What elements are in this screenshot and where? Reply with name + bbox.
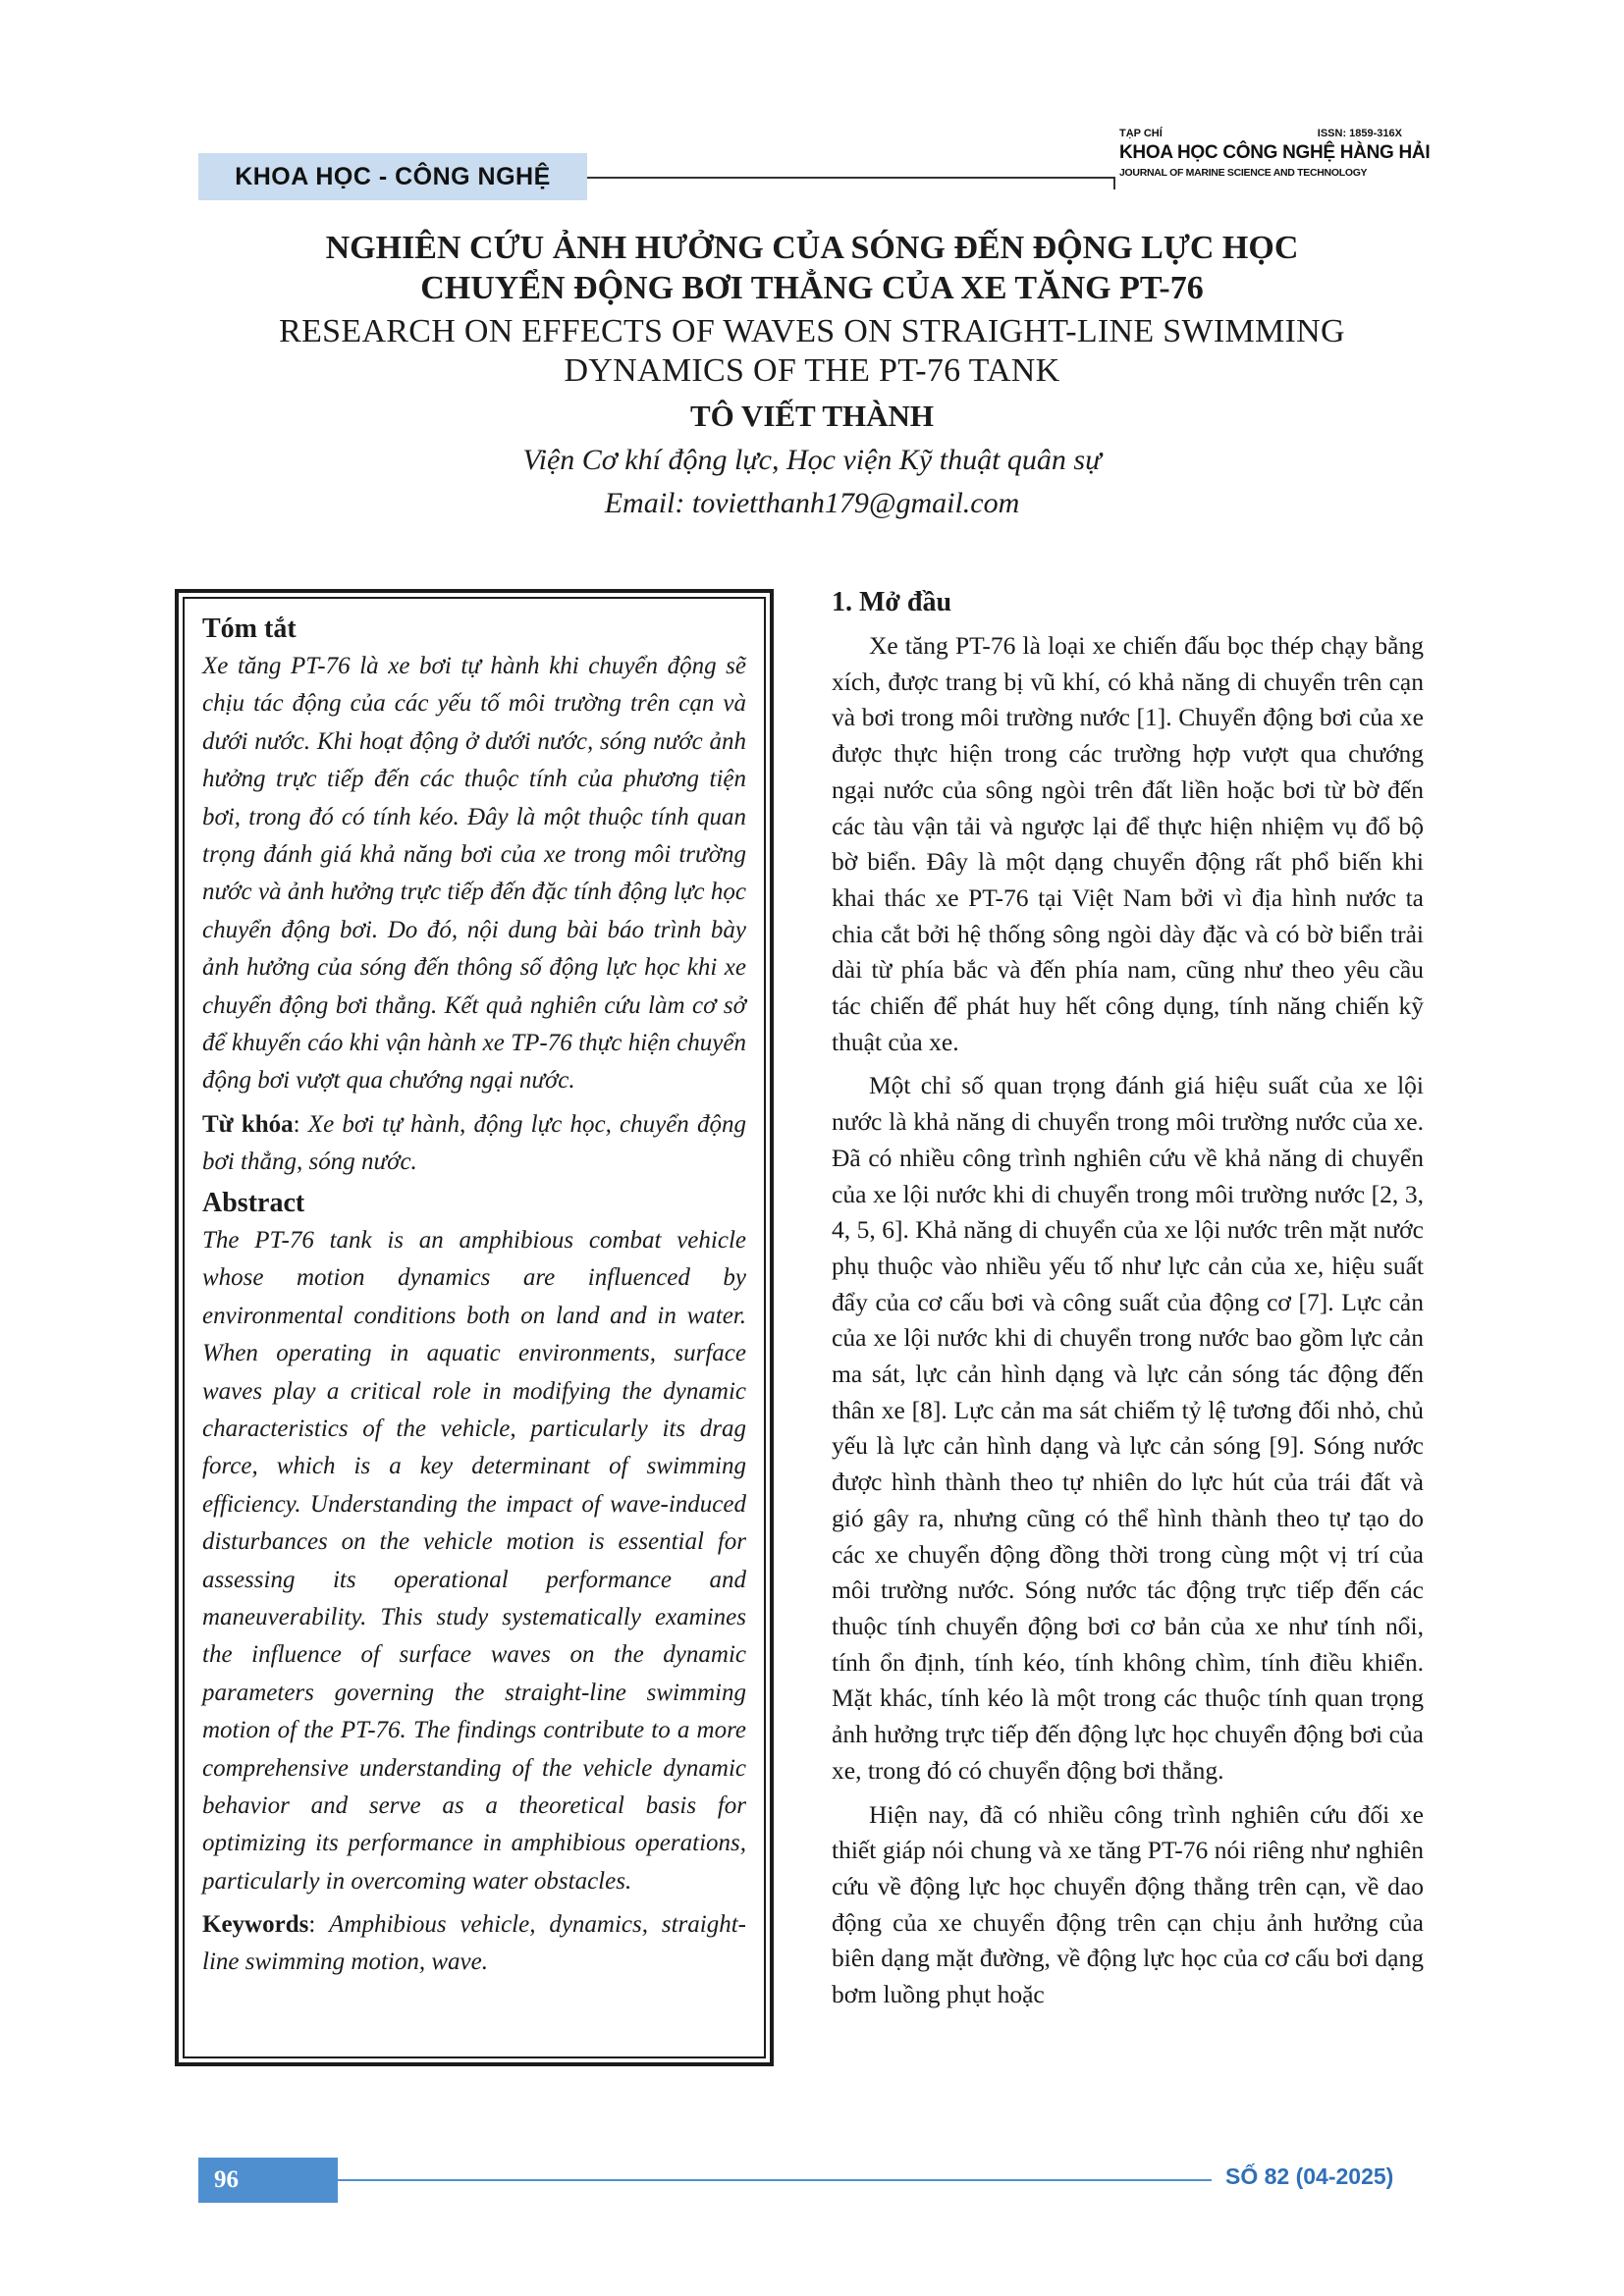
keywords-vn-label: Từ khóa — [202, 1110, 294, 1138]
journal-label: TẠP CHÍ — [1119, 128, 1163, 139]
keywords-en-text: Amphibious vehicle, dynamics, straight-line swimming motion, wave. — [202, 1911, 746, 1976]
abstract-en-text: The PT-76 tank is an amphibious combat vehicle whose motion dynamics are influenced by environmental conditions both on land and in water. When operating in aquatic environments, surface waves play a critical role in modifying the dynamic characteristics of the vehicle, particularly its drag force, which is a key determinant of swimming efficiency. Understanding the impact of wave-induced disturbances on the vehicle motion is essential for assessing its operational performance and maneuverability. This study systematically examines the influence of surface waves on the dynamic parameters governing the straight-line swimming motion of the PT-76. The findings contribute to a more comprehensive understanding of the vehicle dynamic behavior and serve as a theoretical basis for optimizing its performance in amphibious operations, particularly in overcoming water obstacles. — [202, 1226, 746, 1895]
keywords-en-label: Keywords — [202, 1911, 309, 1939]
abstract-vn-text: Xe tăng PT-76 là xe bơi tự hành khi chuyển động sẽ chịu tác động của các yếu tố môi trường trên cạn và dưới nước. Khi hoạt động ở dưới nước, sóng nước ảnh hưởng trực tiếp đến các thuộc tính của phương tiện bơi, trong đó có tính kéo. Đây là một thuộc tính quan trọng đánh giá khả năng bơi của xe trong môi trường nước và ảnh hưởng trực tiếp đến đặc tính động lực học chuyển động bơi. Do đó, nội dung bài báo trình bày ảnh hưởng của sóng đến thông số động lực học khi xe chuyển động bơi thẳng. Kết quả nghiên cứu làm cơ sở để khuyến cáo khi vận hành xe TP-76 thực hiện chuyển động bơi vượt qua chướng ngại nước. — [202, 653, 746, 1095]
abstract-en-heading: Abstract — [202, 1187, 305, 1218]
title-vn-line1: NGHIÊN CỨU ẢNH HƯỞNG CỦA SÓNG ĐẾN ĐỘNG LỰC HỌC — [325, 230, 1299, 266]
footer-divider — [338, 2179, 1212, 2181]
body-paragraph-3: Hiện nay, đã có nhiều công trình nghiên cứu đối xe thiết giáp nói chung và xe tăng PT-76 nói riêng như nghiên cứu về động lực học chuyển động thẳng trên cạn, về dao động của xe chuyển động trên cạn chịu ảnh hưởng của biên dạng mặt đường, về động lực học của cơ cấu bơi dạng bơm luồng phụt hoặc — [832, 1799, 1424, 2009]
title-block — [147, 228, 1477, 525]
section-tag: KHOA HỌC - CÔNG NGHỆ — [198, 153, 587, 200]
author-name: TÔ VIẾT THÀNH — [689, 399, 935, 433]
page-number: 96 — [198, 2158, 338, 2203]
journal-name-en: JOURNAL OF MARINE SCIENCE AND TECHNOLOGY — [1119, 167, 1368, 179]
journal-masthead — [1119, 128, 1431, 179]
journal-issn: ISSN: 1859-316X — [1317, 128, 1402, 139]
issue-label: SỐ 82 (04-2025) — [1225, 2163, 1394, 2189]
title-en-line2: DYNAMICS OF THE PT-76 TANK — [564, 352, 1060, 389]
keywords-vn: Từ khóa: Xe bơi tự hành, động lực học, chuyển động bơi thẳng, sóng nước. — [202, 1110, 746, 1175]
header-divider-step — [1113, 177, 1115, 189]
header-divider — [587, 177, 1113, 179]
author-affiliation: Viện Cơ khí động lực, Học viện Kỹ thuật quân sự — [522, 444, 1102, 476]
keywords-vn-text: Xe bơi tự hành, động lực học, chuyển động bơi thẳng, sóng nước. — [202, 1110, 746, 1175]
body-paragraph-2: Một chỉ số quan trọng đánh giá hiệu suất của xe lội nước là khả năng di chuyển trong môi trường nước của xe. Đã có nhiều công trình nghiên cứu về khả năng di chuyển của xe lội nước khi di chuyển trong môi trường nước [2, 3, 4, 5, 6]. Khả năng di chuyển của xe lội nước trên mặt nước phụ thuộc vào nhiều yếu tố như lực cản của xe, hiệu suất đẩy của cơ cấu bơi và công suất của động cơ [7]. Lực cản của xe lội nước khi di chuyển trong nước bao gồm lực cản ma sát, lực cản hình dạng và lực cản sóng tác động đến thân xe [8]. Lực cản ma sát chiếm tỷ lệ tương đối nhỏ, chủ yếu là lực cản hình dạng và lực cản sóng [9]. Sóng nước được hình thành theo tự nhiên do lực hút của trái đất và gió gây ra, nhưng cũng có thể hình thành theo tự tạo do các xe chuyển động đồng thời trong cùng một vị trí của môi trường nước. Sóng nước tác động trực tiếp đến các thuộc tính chuyển động bơi cơ bản của xe như tính nổi, tính ổn định, tính kéo, tính không chìm, tính điều khiển. Mặt khác, tính kéo là một trong các thuộc tính quan trọng ảnh hưởng trực tiếp đến động lực học chuyển động bơi của xe, trong đó có chuyển động bơi thẳng. — [832, 1071, 1424, 1785]
journal-name: KHOA HỌC CÔNG NGHỆ HÀNG HẢI — [1119, 142, 1431, 163]
keywords-en: Keywords: Amphibious vehicle, dynamics, straight-line swimming motion, wave. — [202, 1911, 746, 1976]
abstract-inner — [183, 597, 766, 2058]
abstract-box — [175, 589, 774, 2066]
abstract-vn-heading: Tóm tắt — [202, 614, 297, 644]
body-column — [832, 581, 1424, 2021]
title-vn-line2: CHUYỂN ĐỘNG BƠI THẲNG CỦA XE TĂNG PT-76 — [420, 270, 1204, 306]
body-paragraph-1: Xe tăng PT-76 là loại xe chiến đấu bọc thép chạy bằng xích, được trang bị vũ khí, có khả năng di chuyển trên cạn và bơi trong môi trường nước [1]. Chuyển động bơi của xe được thực hiện trong các trường hợp vượt qua chướng ngại nước của sông ngòi trên đất liền hoặc bơi từ bờ đến các tàu vận tải và ngược lại để thực hiện nhiệm vụ đổ bộ bờ biển. Đây là một dạng chuyển động rất phổ biến khi khai thác xe PT-76 tại Việt Nam bởi vì địa hình nước ta chia cắt bởi hệ thống sông ngòi dày đặc và có bờ biển trải dài từ phía bắc và đến phía nam, cũng như theo yêu cầu tác chiến để phát huy hết công dụng, tính năng chiến kỹ thuật của xe. — [832, 631, 1424, 1056]
author-email: Email: tovietthanh179@gmail.com — [604, 487, 1020, 519]
title-en-line1: RESEARCH ON EFFECTS OF WAVES ON STRAIGHT-LINE SWIMMING — [279, 313, 1345, 349]
section-heading-intro: 1. Mở đầu — [832, 587, 952, 617]
